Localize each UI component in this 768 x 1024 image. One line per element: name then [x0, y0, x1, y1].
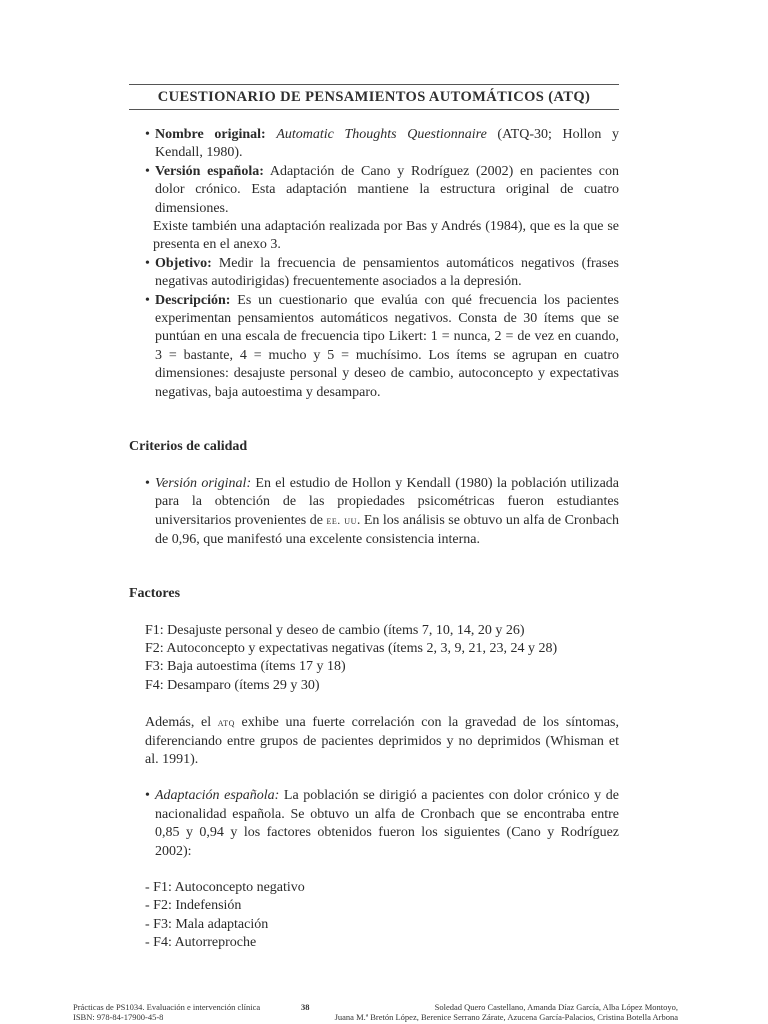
intro-item-objective — [129, 255, 619, 292]
item-text: Adaptación de Cano y Rodríguez (2002) en pacientes con dolor crónico. Esta adaptación mantiene la estructura original de cuatro dimensiones. — [155, 163, 619, 216]
bullet-marker: • — [145, 163, 150, 179]
title-top-rule — [129, 84, 619, 85]
footer-publication — [73, 1002, 260, 1022]
item-label: Versión original: — [155, 475, 252, 491]
item-text: Es un cuestionario que evalúa con qué frecuencia los pacientes experimentan pensamientos automáticos negativos. Consta de 30 ítems que se puntúan en una escala de frecuencia tipo Likert: 1 = nunca, 2 = de vez en cuando, 3 = bastante, 4 = mucho y 5 = muchísimo. Los ítems se agrupan en cuatro dimensiones: desajuste personal y deseo de cambio, autoconcepto y expectativas negativas, baja autoestima y desamparo. — [155, 292, 619, 400]
footer-course: Prácticas de PS1034. Evaluación e intervención clínica — [73, 1002, 261, 1012]
bullet-marker: • — [145, 292, 150, 308]
footer-authors — [335, 1002, 678, 1022]
factor-item: F1: Desajuste personal y deseo de cambio (ítems 7, 10, 14, 20 y 26) — [145, 622, 525, 638]
footer-authors-line: Soledad Quero Castellano, Amanda Díaz García, Alba López Montoyo, — [434, 1002, 678, 1012]
item-text: En el estudio de Hollon y Kendall (1980) la población utilizada para la obtención de las propiedades psicométricas fueron estudiantes universitarios provenientes de — [155, 475, 619, 529]
intro-item-original-name — [129, 126, 619, 163]
bullet-marker: • — [145, 788, 150, 804]
intro-list — [129, 126, 619, 218]
item-label: Adaptación española: — [155, 788, 280, 804]
item-label: Versión española: — [155, 163, 264, 179]
country-abbreviation: ee. uu — [326, 513, 357, 528]
intro-extra-note: Existe también una adaptación realizada por Bas y Andrés (1984), que es la que se presenta en el anexo 3. — [153, 219, 619, 253]
spanish-factor-item: - F1: Autoconcepto negativo — [145, 880, 305, 895]
quality-item-original-version — [129, 475, 619, 550]
item-text: (ATQ-30; Hollon y Kendall, 1980). — [155, 127, 619, 161]
quality-list — [129, 475, 619, 550]
factors-list — [129, 622, 619, 696]
atq-abbreviation: atq — [217, 715, 235, 730]
item-text: Medir la frecuencia de pensamientos automáticos negativos (frases negativas autodirigidas) frecuentemente asociados a la depresión. — [155, 255, 619, 290]
paragraph-text: exhibe una fuerte correlación con la gravedad de los síntomas, diferenciando entre grupos de pacientes deprimidos y no deprimidos (Whisman et al. 1991). — [145, 715, 619, 767]
spanish-factors-list — [129, 879, 619, 953]
correlation-paragraph — [129, 713, 619, 769]
page-footer — [73, 1002, 678, 1024]
item-text: . En los análisis se obtuvo un alfa de Cronbach de 0,96, que manifestó una excelente consistencia interna. — [155, 513, 620, 547]
item-text: La población se dirigió a pacientes con dolor crónico y de nacionalidad española. Se obtuvo un alfa de Cronbach que se encontraba entre 0,85 y 0,94 y los factores obtenidos fueron los siguientes (Cano y Rodríguez 2002): — [155, 788, 619, 859]
item-label: Descripción: — [155, 292, 231, 308]
factor-item: F2: Autoconcepto y expectativas negativas (ítems 2, 3, 9, 21, 23, 24 y 28) — [145, 640, 558, 656]
intro-list-cont — [129, 255, 619, 402]
footer-isbn: ISBN: 978-84-17900-45-8 — [73, 1012, 164, 1022]
item-label: Objetivo: — [155, 255, 212, 271]
bullet-marker: • — [145, 255, 150, 271]
bullet-marker: • — [145, 475, 150, 491]
intro-item-spanish-version — [129, 163, 619, 218]
document-body — [129, 126, 619, 953]
spanish-adaptation-list — [129, 787, 619, 861]
bullet-marker: • — [145, 127, 150, 142]
quality-heading: Criterios de calidad — [129, 439, 248, 455]
footer-authors-line: Juana M.ª Bretón López, Berenice Serrano Zárate, Azucena García-Palacios, Cristina Botella Arbona — [334, 1012, 678, 1022]
page-number: 38 — [301, 1002, 310, 1012]
spanish-factor-item: - F2: Indefensión — [145, 898, 242, 914]
item-italic: Automatic Thoughts Questionnaire — [276, 127, 487, 142]
factor-item: F3: Baja autoestima (ítems 17 y 18) — [145, 659, 346, 675]
spanish-factor-item: - F3: Mala adaptación — [145, 916, 269, 932]
paragraph-text: Además, el — [145, 715, 218, 731]
factor-item: F4: Desamparo (ítems 29 y 30) — [145, 677, 320, 693]
item-label: Nombre original: — [155, 127, 266, 142]
factors-heading: Factores — [129, 586, 181, 602]
title-bottom-rule — [129, 109, 619, 110]
spanish-factor-item: - F4: Autorreproche — [145, 935, 257, 951]
page-title: CUESTIONARIO DE PENSAMIENTOS AUTOMÁTICOS (ATQ) — [157, 89, 591, 105]
spanish-adaptation-item — [129, 787, 619, 861]
intro-item-description — [129, 292, 619, 402]
